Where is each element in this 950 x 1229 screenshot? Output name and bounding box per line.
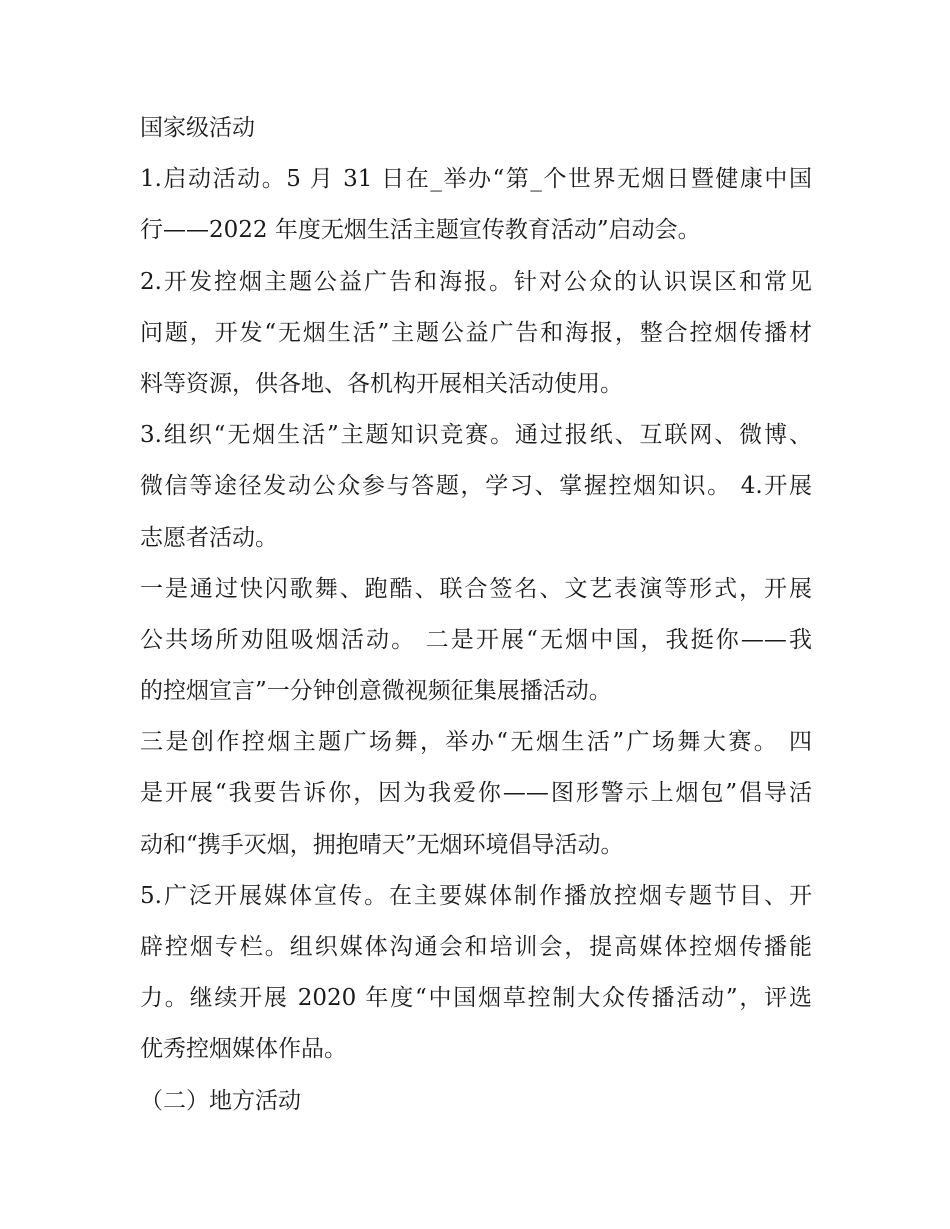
text-line: 辟控烟专栏。组织媒体沟通会和培训会，提高媒体控烟传播能 xyxy=(140,934,812,960)
text-line: 力。继续开展 2020 年度“中国烟草控制大众传播活动”，评选 xyxy=(140,985,812,1012)
text-line: 1.启动活动。5 月 31 日在_举办“第_个世界无烟日暨健康中国 xyxy=(140,166,812,193)
text-line: 的控烟宣言”一分钟创意微视频征集展播活动。 xyxy=(140,678,612,705)
text-line: 2.开发控烟主题公益广告和海报。针对公众的认识误区和常见 xyxy=(140,268,812,295)
text-line: 一是通过快闪歌舞、跑酷、联合签名、文艺表演等形式，开展 xyxy=(140,575,812,602)
text-line: 料等资源，供各地、各机构开展相关活动使用。 xyxy=(140,370,623,397)
text-line: 志愿者活动。 xyxy=(140,524,278,551)
section-heading: （二）地方活动 xyxy=(140,1087,301,1114)
text-line: 三是创作控烟主题广场舞，举办“无烟生活”广场舞大赛。 四 xyxy=(140,729,812,756)
text-line: 是开展“我要告诉你，因为我爱你——图形警示上烟包”倡导活 xyxy=(140,780,812,807)
text-line: 问题，开发“无烟生活”主题公益广告和海报，整合控烟传播材 xyxy=(140,319,812,346)
text-line: 5.广泛开展媒体宣传。在主要媒体制作播放控烟专题节目、开 xyxy=(140,882,812,909)
text-line: 微信等途径发动公众参与答题，学习、掌握控烟知识。 4.开展 xyxy=(140,473,812,500)
text-line: 3.组织“无烟生活”主题知识竞赛。通过报纸、互联网、微博、 xyxy=(140,422,812,449)
text-line: 行——2022 年度无烟生活主题宣传教育活动”启动会。 xyxy=(140,217,701,244)
text-line: 公共场所劝阻吸烟活动。 二是开展“无烟中国，我挺你——我 xyxy=(140,626,812,653)
text-line: 动和“携手灭烟，拥抱晴天”无烟环境倡导活动。 xyxy=(140,831,624,858)
document-page xyxy=(140,110,812,1134)
section-heading: 国家级活动 xyxy=(140,115,255,141)
text-line: 优秀控烟媒体作品。 xyxy=(140,1036,347,1063)
